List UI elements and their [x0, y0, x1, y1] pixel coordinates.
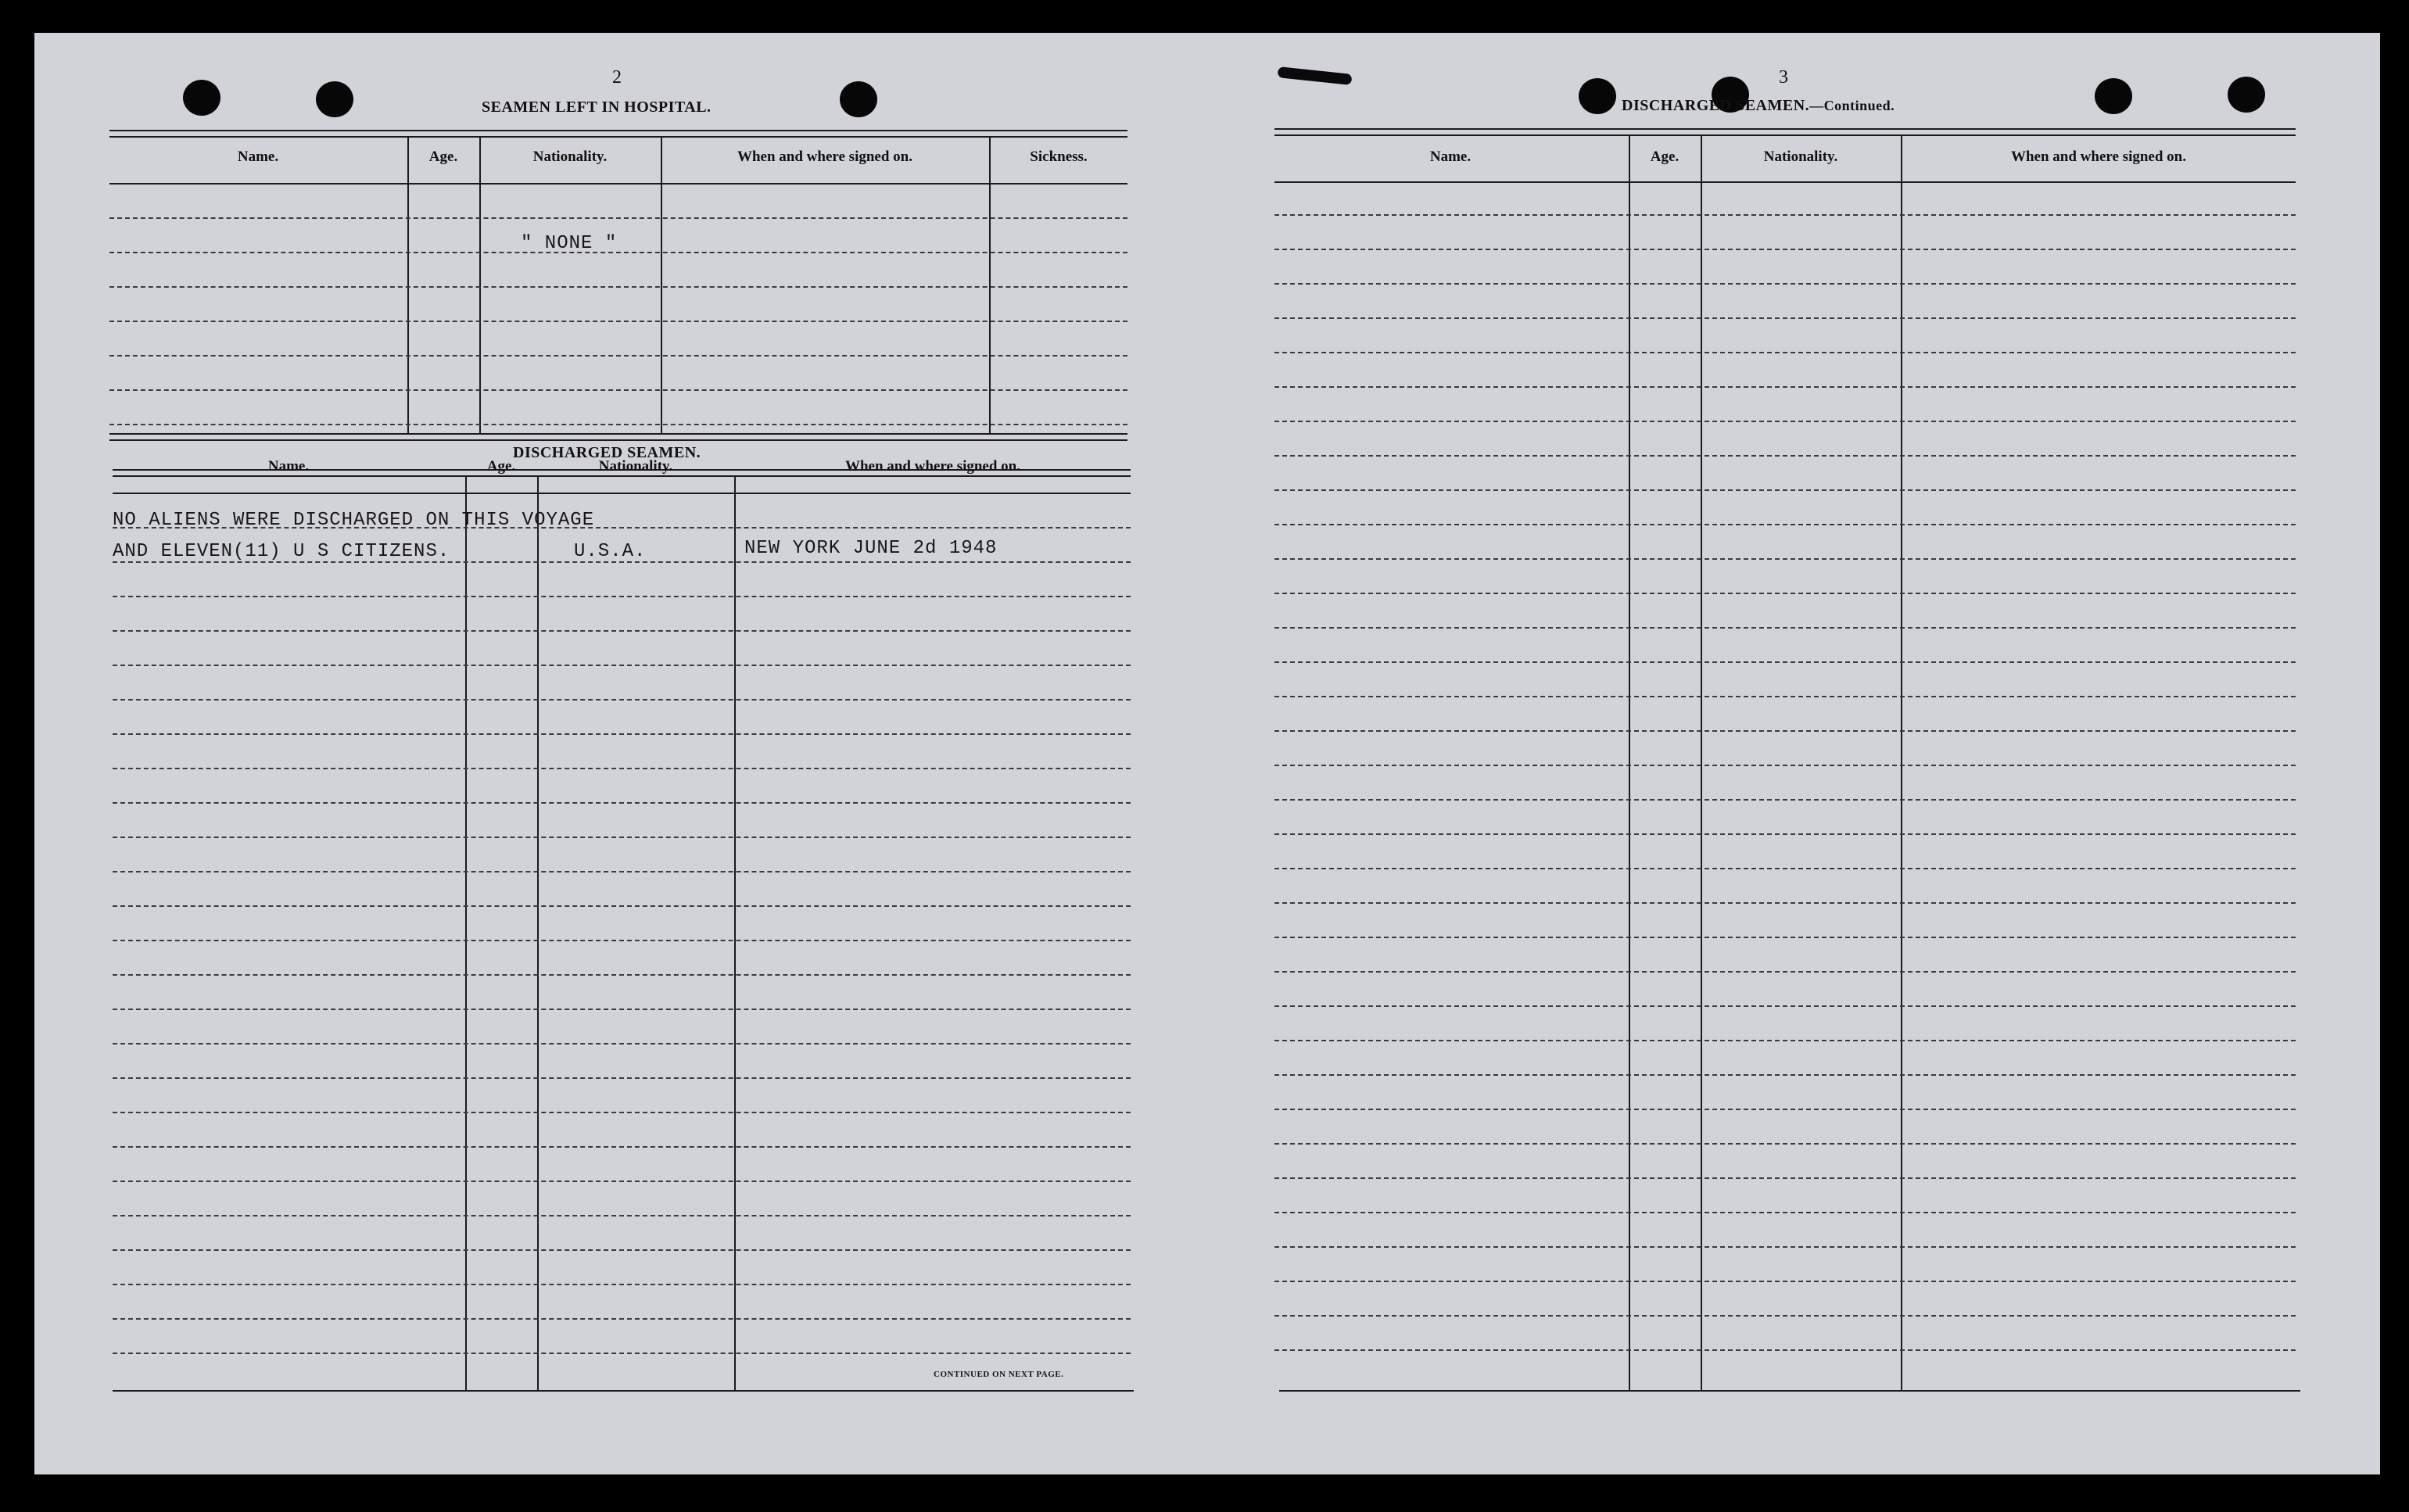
hospital-col-divider [989, 136, 991, 433]
discharged-header-rule [113, 493, 1131, 494]
right-col-divider [1701, 134, 1702, 1390]
discharged-col-divider [465, 475, 467, 1392]
hospital-col-name: Name. [237, 149, 279, 165]
row-rule-line [1274, 1005, 2296, 1007]
row-rule-line [1274, 937, 2296, 938]
row-rule-line [1274, 317, 2296, 319]
row-rule-line [113, 905, 1131, 907]
discharged-row1-name: NO ALIENS WERE DISCHARGED ON THIS VOYAGE [113, 510, 595, 531]
row-rule-line [1274, 765, 2296, 766]
discharged-row2-nationality: U.S.A. [574, 541, 647, 562]
hospital-table-bottom-border [109, 433, 1127, 441]
row-rule-line [1274, 593, 2296, 594]
hospital-row-line [109, 355, 1127, 357]
ink-smudge [1278, 66, 1353, 85]
row-rule-line [1274, 1281, 2296, 1282]
continued-note: CONTINUED ON NEXT PAGE. [934, 1370, 1064, 1379]
row-rule-line [113, 630, 1131, 632]
punch-hole [840, 81, 877, 117]
row-rule-line [113, 1181, 1131, 1182]
row-rule-line [1274, 696, 2296, 697]
row-rule-line [113, 699, 1131, 700]
row-rule-line [113, 1284, 1131, 1285]
row-rule-line [1274, 627, 2296, 629]
right-table-top-border [1274, 128, 2296, 136]
row-rule-line [1274, 971, 2296, 973]
hospital-row-line [109, 321, 1127, 322]
row-rule-line [1274, 902, 2296, 904]
row-rule-line [1274, 1177, 2296, 1179]
row-rule-line [113, 1146, 1131, 1148]
right-table-bottom-rule [1279, 1390, 2300, 1392]
row-rule-line [1274, 1315, 2296, 1317]
right-section-title-suffix: —Continued. [1809, 98, 1895, 113]
page-number-right: 3 [1779, 67, 1788, 88]
hospital-col-divider [479, 136, 481, 433]
punch-hole [183, 80, 220, 116]
punch-hole [316, 81, 353, 117]
discharged-col-nationality: Nationality. [598, 458, 673, 475]
row-rule-line [113, 1009, 1131, 1010]
row-rule-line [1274, 1074, 2296, 1076]
punch-hole [2228, 77, 2265, 113]
row-rule-line [1274, 799, 2296, 801]
right-col-name: Name. [1429, 149, 1472, 165]
hospital-row-line [109, 424, 1127, 425]
punch-hole [1579, 78, 1616, 114]
discharged-col-signed-on: When and where signed on. [844, 458, 1020, 475]
hospital-col-sickness: Sickness. [1030, 149, 1088, 165]
punch-hole [2095, 78, 2132, 114]
row-rule-line [113, 940, 1131, 941]
discharged-col-divider [734, 475, 736, 1392]
row-rule-line [113, 1215, 1131, 1216]
hospital-col-nationality: Nationality. [532, 149, 608, 165]
hospital-col-divider [407, 136, 409, 433]
row-rule-line [1274, 421, 2296, 422]
row-rule-line [1274, 283, 2296, 285]
row-rule-line [113, 802, 1131, 804]
row-rule-line [113, 665, 1131, 666]
row-rule-line [1274, 661, 2296, 663]
right-col-signed-on: When and where signed on. [2010, 149, 2186, 165]
right-section-title [1622, 97, 1895, 115]
hospital-col-signed-on: When and where signed on. [737, 149, 912, 165]
row-rule-line [113, 1112, 1131, 1113]
row-rule-line [113, 1353, 1131, 1354]
row-rule-line [113, 837, 1131, 838]
right-col-divider [1629, 134, 1630, 1390]
row-rule-line [1274, 1143, 2296, 1145]
row-rule-line [1274, 489, 2296, 491]
hospital-row-line [109, 286, 1127, 288]
row-rule-line [113, 733, 1131, 735]
row-rule-line [1274, 1040, 2296, 1041]
row-rule-line [1274, 352, 2296, 353]
discharged-col-divider [537, 475, 539, 1392]
right-col-divider [1901, 134, 1902, 1390]
discharged-col-name: Name. [267, 458, 310, 475]
row-rule-line [1274, 833, 2296, 835]
hospital-table-top-border [109, 130, 1127, 138]
discharged-section-title: DISCHARGED SEAMEN. [513, 444, 701, 461]
row-rule-line [1274, 1246, 2296, 1248]
discharged-col-age: Age. [486, 458, 516, 475]
row-rule-line [1274, 386, 2296, 388]
row-rule-line [1274, 558, 2296, 560]
row-rule-line [113, 768, 1131, 769]
row-rule-line [1274, 1212, 2296, 1213]
hospital-col-divider [661, 136, 662, 433]
row-rule-line [113, 1077, 1131, 1079]
row-rule-line [113, 1318, 1131, 1320]
discharged-row2-name: AND ELEVEN(11) U S CITIZENS. [113, 541, 450, 562]
row-rule-line [1274, 1349, 2296, 1351]
hospital-row-line [109, 252, 1127, 253]
hospital-section-title: SEAMEN LEFT IN HOSPITAL. [482, 99, 712, 116]
right-col-nationality: Nationality. [1763, 149, 1838, 165]
right-header-rule [1274, 181, 2296, 183]
row-rule-line [1274, 214, 2296, 216]
row-rule-line [1274, 249, 2296, 250]
row-rule-line [113, 596, 1131, 597]
right-section-title-text: DISCHARGED SEAMEN. [1622, 97, 1810, 114]
right-col-age: Age. [1650, 149, 1679, 165]
discharged-row2-signed-on: NEW YORK JUNE 2d 1948 [744, 538, 998, 559]
page-number-left: 2 [612, 67, 622, 88]
hospital-entry-none: " NONE " [521, 233, 618, 254]
row-rule-line [113, 1249, 1131, 1251]
row-rule-line [1274, 524, 2296, 525]
hospital-header-rule [109, 183, 1127, 185]
row-rule-line [1274, 868, 2296, 869]
row-rule-line [1274, 730, 2296, 732]
hospital-row-line [109, 217, 1127, 219]
document-sheet [34, 33, 2380, 1474]
row-rule-line [1274, 455, 2296, 457]
row-rule-line [113, 974, 1131, 976]
row-rule-line [1274, 1109, 2296, 1110]
discharged-table-bottom-rule [113, 1390, 1134, 1392]
hospital-row-line [109, 389, 1127, 391]
row-rule-line [113, 871, 1131, 872]
hospital-col-age: Age. [428, 149, 458, 165]
row-rule-line [113, 1043, 1131, 1044]
